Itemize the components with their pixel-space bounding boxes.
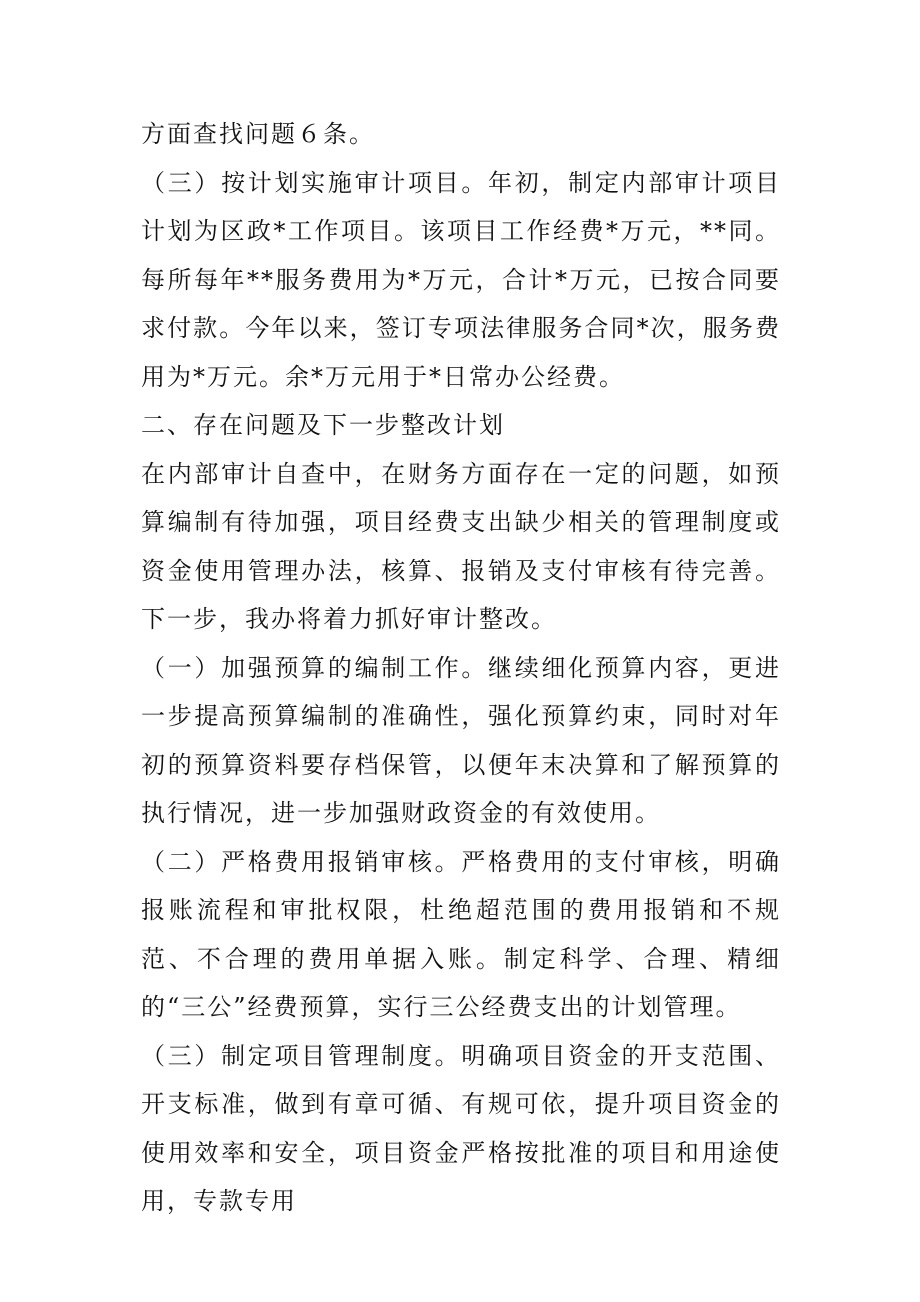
paragraph-problems: 在内部审计自查中，在财务方面存在一定的问题，如预算编制有待加强，项目经费支出缺少相关的管理制度或资金使用管理办法，核算、报销及支付审核有待完善。下一步，我办将着力抓好审计整改。 — [141, 459, 781, 633]
paragraph-project-management: （三）制定项目管理制度。明确项目资金的开支范围、开支标准，做到有章可循、有规可依，提升项目资金的使用效率和安全，项目资金严格按批准的项目和用途使用，专款专用 — [141, 1041, 781, 1215]
paragraph-reimbursement: （二）严格费用报销审核。严格费用的支付审核，明确报账流程和审批权限，杜绝超范围的费用报销和不规范、不合理的费用单据入账。制定科学、合理、精细的“三公”经费预算，实行三公经费支出的计划管理。 — [141, 847, 781, 1021]
paragraph-budget: （一）加强预算的编制工作。继续细化预算内容，更进一步提高预算编制的准确性，强化预算约束，同时对年初的预算资料要存档保管，以便年末决算和了解预算的执行情况，进一步加强财政资金的有效使用。 — [141, 653, 781, 827]
paragraph-audit-plan: （三）按计划实施审计项目。年初，制定内部审计项目计划为区政*工作项目。该项目工作经费*万元，**同。每所每年**服务费用为*万元，合计*万元，已按合同要求付款。今年以来，签订专项法律服务合同*次，服务费用为*万元。余*万元用于*日常办公经费。 — [141, 168, 781, 391]
paragraph-continuation: 方面查找问题６条。 — [141, 120, 375, 148]
document-body — [141, 110, 781, 1226]
section-heading: 二、存在问题及下一步整改计划 — [141, 411, 505, 439]
